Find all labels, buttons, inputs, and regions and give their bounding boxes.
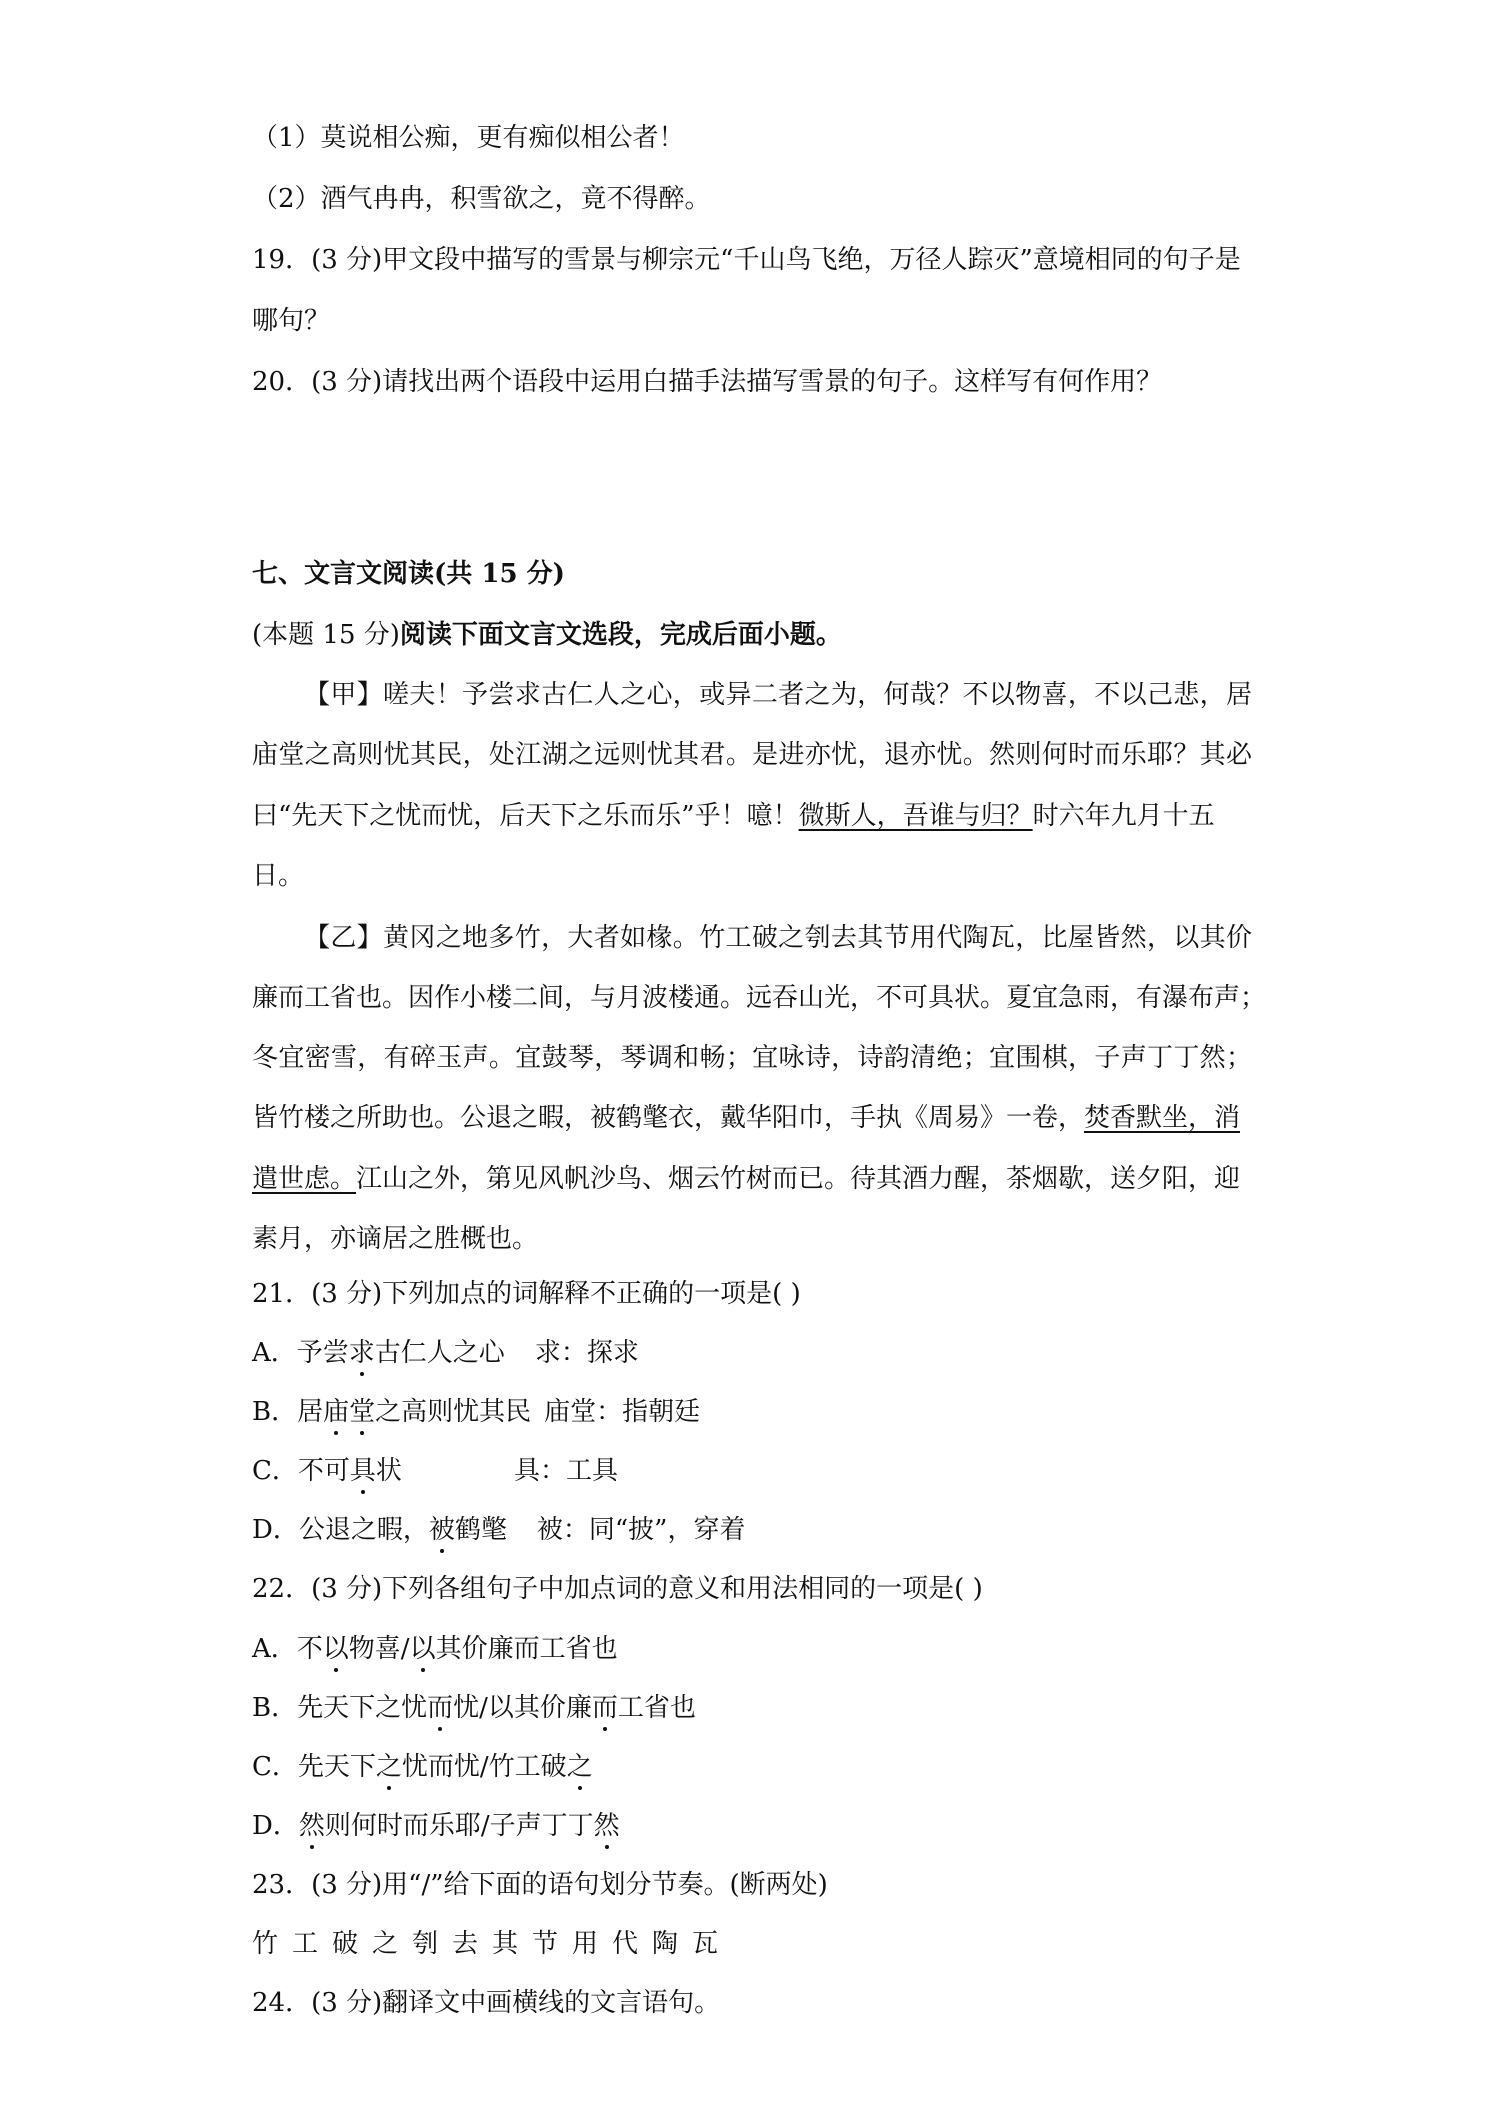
q21-d-text-1: D．公退之暇， [252,1515,429,1545]
q21-a-dotted-word: 求 [348,1338,375,1368]
q21-c-text-1: C．不可 [252,1456,350,1486]
q22-d-text-1: D． [252,1811,299,1841]
q22-b-dotted-word-2: 而 [591,1693,618,1723]
question-19-line-1: 19．(3 分)甲文段中描写的雪景与柳宗元“千山鸟飞绝，万径人踪灭”意境相同的句子是 [252,245,1241,275]
q22-a-text-2: 物喜/ [348,1634,410,1664]
question-21-stem: 21．(3 分)下列加点的词解释不正确的一项是( ) [252,1279,801,1309]
passage-yi-line-3: 冬宜密雪，有碎玉声。宜鼓琴，琴调和畅；宜咏诗，诗韵清绝；宜围棋，子声丁丁然； [252,1043,1252,1073]
question-22-option-b [252,1691,696,1725]
q21-b-text-1: B．居 [252,1397,324,1427]
translation-item-2: （2）酒气冉冉，积雪欲之，竟不得醉。 [252,184,711,214]
question-22-option-c [252,1750,593,1784]
q22-d-dotted-word-2: 然 [593,1811,620,1841]
passage-jia-line-3-start: 曰“先天下之忧而忧，后天下之乐而乐”乎！噫！ [252,801,799,831]
section-7-intro-prefix: (本题 15 分) [252,620,400,650]
question-21-option-b [252,1395,700,1429]
passage-yi-line-1: 【乙】黄冈之地多竹，大者如椽。竹工破之刳去其节用代陶瓦，比屋皆然，以其价 [304,923,1252,953]
q22-c-dotted-word-2: 之 [566,1752,593,1782]
passage-yi-line-2: 廉而工省也。因作小楼二间，与月波楼通。远吞山光，不可具状。夏宜急雨，有瀑布声； [252,983,1267,1013]
passage-jia-line-2: 庙堂之高则忧其民，处江湖之远则忧其君。是进亦忧，退亦忧。然则何时而乐耶？其必 [252,740,1252,770]
passage-yi-underlined-part-2: 遣世虑。 [252,1164,357,1194]
q21-a-text-1: A．予尝 [252,1338,349,1368]
q21-c-text-2: 状 [375,1456,402,1486]
q22-d-dotted-word-1: 然 [298,1811,325,1841]
passage-jia-underlined-sentence: 微斯人，吾谁与归？ [798,801,1033,831]
q22-a-text-1: A．不 [252,1634,323,1664]
q21-d-text-2: 鹤氅 [454,1515,507,1545]
question-22-option-d [252,1809,620,1843]
section-7-title: 七、文言文阅读(共 15 分) [252,559,565,589]
section-7-intro [252,618,842,652]
passage-yi-underlined-part-1: 焚香默坐，消 [1084,1103,1241,1133]
q22-a-dotted-word-2: 以 [409,1634,436,1664]
q21-c-gloss: 具：工具 [513,1456,618,1486]
passage-yi-line-5 [252,1162,1252,1196]
q22-c-dotted-word-1: 之 [375,1752,402,1782]
passage-yi-line-4-start: 皆竹楼之所助也。公退之暇，被鹤氅衣，戴华阳巾，手执《周易》一卷， [252,1103,1085,1133]
q22-a-text-3: 其价廉而工省也 [435,1634,618,1664]
q21-b-gloss: 庙堂：指朝廷 [544,1397,701,1427]
q22-c-text-2: 忧而忧/竹工破 [401,1752,567,1782]
question-21-option-a [252,1336,639,1370]
passage-jia-line-4: 日。 [252,861,305,891]
passage-jia-line-3 [252,799,1252,833]
question-24: 24．(3 分)翻译文中画横线的文言语句。 [252,1988,721,2018]
section-7-intro-instruction: 阅读下面文言文选段，完成后面小题。 [399,620,842,650]
q21-b-dotted-word-1: 庙 [323,1397,350,1427]
question-23-sentence: 竹工破之刳去其节用代陶瓦 [252,1929,733,1959]
q22-d-text-2: 则何时而乐耶/子声丁丁 [324,1811,594,1841]
q21-a-gloss: 求：探求 [534,1338,639,1368]
q22-b-dotted-word-1: 而 [427,1693,454,1723]
q22-a-dotted-word-1: 以 [322,1634,349,1664]
q22-b-text-3: 工省也 [617,1693,696,1723]
q21-d-dotted-word: 被 [428,1515,455,1545]
q22-b-text-2: 忧/以其价廉 [453,1693,592,1723]
q22-b-text-1: B．先天下之忧 [252,1693,428,1723]
question-20: 20．(3 分)请找出两个语段中运用白描手法描写雪景的句子。这样写有何作用？ [252,367,1163,397]
question-21-option-d [252,1513,745,1547]
translation-item-1: （1）莫说相公痴，更有痴似相公者！ [252,123,685,153]
passage-jia-line-1: 【甲】嗟夫！予尝求古仁人之心，或异二者之为，何哉？不以物喜，不以己悲，居 [304,680,1252,710]
question-22-stem: 22．(3 分)下列各组句子中加点词的意义和用法相同的一项是( ) [252,1574,983,1604]
q21-d-gloss: 被：同“披”，穿着 [536,1515,746,1545]
q22-c-text-1: C．先天下 [252,1752,376,1782]
q21-b-text-2: 之高则忧其民 [375,1397,532,1427]
question-19-line-2: 哪句？ [252,306,331,336]
q21-b-dotted-word-2: 堂 [349,1397,376,1427]
question-22-option-a [252,1632,618,1666]
passage-yi-line-4 [252,1101,1252,1135]
passage-jia-line-3-end: 时六年九月十五 [1032,801,1215,831]
passage-yi-line-6: 素月，亦谪居之胜概也。 [252,1224,539,1254]
q21-a-text-2: 古仁人之心 [374,1338,505,1368]
question-21-option-c [252,1454,618,1488]
passage-yi-line-5-end: 江山之外，第见风帆沙鸟、烟云竹树而已。待其酒力醒，茶烟歇，送夕阳，迎 [356,1164,1241,1194]
question-23-stem: 23．(3 分)用“/”给下面的语句划分节奏。(断两处) [252,1870,828,1900]
q21-c-dotted-word: 具 [349,1456,376,1486]
